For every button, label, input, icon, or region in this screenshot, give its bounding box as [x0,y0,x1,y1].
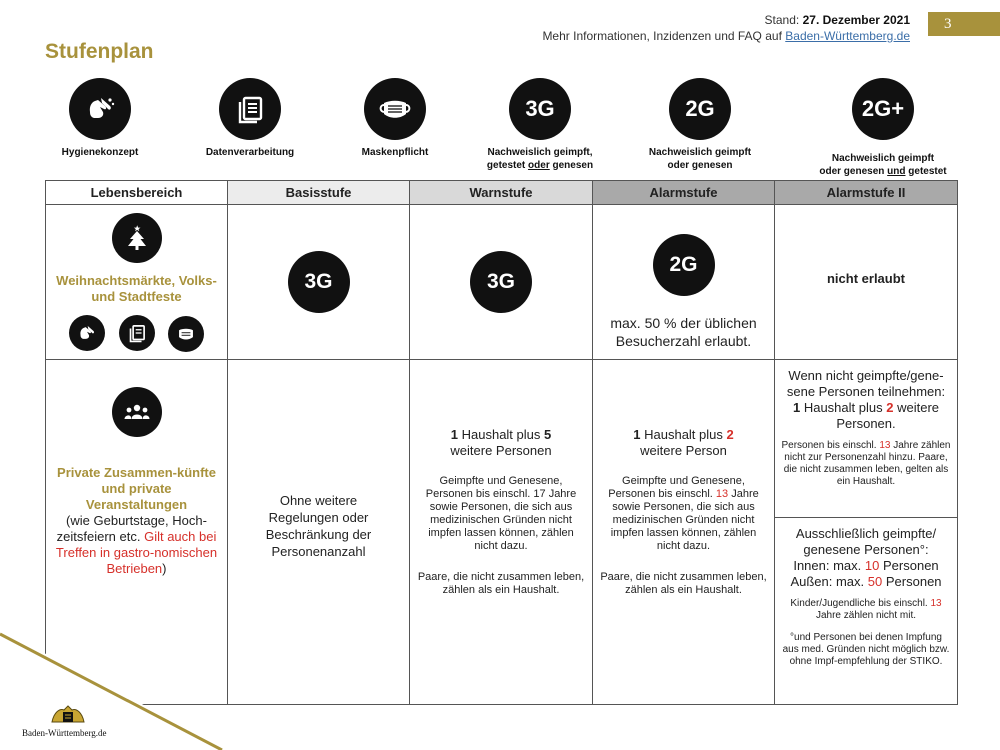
header-info [542,12,910,44]
row2-warn-headline: 1 Haushalt plus 5 weitere Personen [450,427,552,458]
badge-3g: 3G [470,251,532,313]
row2-alarm-para2: Paare, die nicht zusammen leben, zählen als ein Haushalt. [600,571,767,596]
legend-daten [200,78,300,159]
row1-alarm [593,205,775,360]
badge-2g: 2G [653,234,715,296]
row2-alarm2-innen: Innen: max. 10 Personen [793,558,939,573]
row2-basis [228,360,410,705]
page-title: Stufenplan [45,40,154,63]
legend-2g-plus [808,78,958,178]
row2-alarm2-bottom [775,518,957,676]
stufenplan-table [45,180,958,705]
row1-title: Weihnachtsmärkte, Volks- und Stadtfeste [56,272,217,304]
row2-alarm2 [775,360,958,705]
row2-alarm2-headline: 1 Haushalt plus 2 weitere Personen. [792,400,940,431]
row1-warn [410,205,593,360]
stand-date: 27. Dezember 2021 [802,13,910,27]
hygiene-icon [69,78,131,140]
row2-warn-para2: Paare, die nicht zusammen leben, zählen als ein Haushalt. [417,571,585,596]
stand-label: Stand: [764,13,800,27]
badge-3g: 3G [509,78,571,140]
mask-icon [168,316,204,352]
christmas-tree-icon [112,213,162,263]
legend-2g [635,78,765,172]
table-header-row [46,181,958,205]
badge-2g: 2G [669,78,731,140]
row2-alarm2-intro: Wenn nicht geimpfte/gene-sene Personen teilnehmen: [786,368,946,399]
hygiene-icon [69,315,105,351]
row2-alarm2-aussen: Außen: max. 50 Personen [790,574,942,589]
legend-3g [475,78,605,172]
row2-alarm2-top [775,360,957,518]
legend-3g-label: Nachweislich geimpft, getestet oder genesen [486,147,594,171]
row2-warn [410,360,593,705]
row2-alarm-para1: Geimpfte und Genesene, Personen bis einschl. 13 Jahre sowie Personen, die sich aus medizinischen Gründen nicht impfen lassen können, zählen nicht dazu. [608,475,759,552]
row2-alarm-headline: 1 Haushalt plus 2 weitere Person [633,427,734,458]
legend-2g-plus-label: Nachweislich geimpft oder genesen und getestet [819,153,947,177]
table-row [46,205,958,360]
col-basisstufe: Basisstufe [228,181,410,205]
col-warnstufe: Warnstufe [410,181,593,205]
badge-2g-plus: 2G+ [852,78,914,140]
legend-maske-label: Maskenpflicht [361,147,429,158]
coat-of-arms-icon [48,702,88,726]
badge-3g: 3G [288,251,350,313]
legend-daten-label: Datenverarbeitung [205,147,295,158]
legend-2g-label: Nachweislich geimpft oder genesen [648,147,752,171]
row2-alarm2-geimpft: Ausschließlich geimpfte/ genesene Personen°: [795,526,937,557]
mask-icon [364,78,426,140]
row1-icons [52,315,221,352]
col-lebensbereich: Lebensbereich [46,181,228,205]
document-icon [219,78,281,140]
row1-alarm2-text: nicht erlaubt [826,270,905,286]
row2-basis-text: Ohne weitere Regelungen oder Beschränkung der Personenanzahl [265,493,372,559]
legend-maske [350,78,440,159]
col-alarmstufe: Alarmstufe [593,181,775,205]
row2-alarm [593,360,775,705]
footer-logo-text: Baden-Württemberg.de [22,728,107,738]
people-group-icon [112,387,162,437]
info-link[interactable]: Baden-Württemberg.de [785,29,910,43]
info-text: Mehr Informationen, Inzidenzen und FAQ auf [542,29,782,43]
legend-hygiene [60,78,140,159]
row1-alarm-note: max. 50 % der üblichen Besucherzahl erlaubt. [610,315,757,349]
row1-alarm2 [775,205,958,360]
row2-title: Private Zusammen-künfte und private Veranstaltungen [57,465,216,512]
row2-alarm2-small: Personen bis einschl. 13 Jahre zählen nicht zur Personenzahl hinzu. Paare, die nicht zusammen leben, gelten als ein Haushalt. [781,440,951,487]
row2-warn-para1: Geimpfte und Genesene, Personen bis einschl. 17 Jahre sowie Personen, die sich aus medizinischen Gründen nicht impfen lassen können, zählen nicht dazu. [425,475,577,552]
row2-alarm2-kids: Kinder/Jugendliche bis einschl. 13 Jahre zählen nicht mit. [790,598,942,621]
page-number: 3 [928,12,1000,36]
document-icon [119,315,155,351]
row1-basis [228,205,410,360]
col-alarmstufe-2: Alarmstufe II [775,181,958,205]
row2-alarm2-footnote: °und Personen bei denen Impfung aus med. Gründen nicht möglich bzw. ohne Impf-empfehlung der STIKO. [782,632,950,667]
legend-hygiene-label: Hygienekonzept [61,147,139,158]
row1-lebensbereich [46,205,228,360]
row2-subtitle: (wie Geburtstage, Hoch-zeitsfeiern etc. Gilt auch bei Treffen in gastro-nomischen Betrieben) [55,513,218,576]
